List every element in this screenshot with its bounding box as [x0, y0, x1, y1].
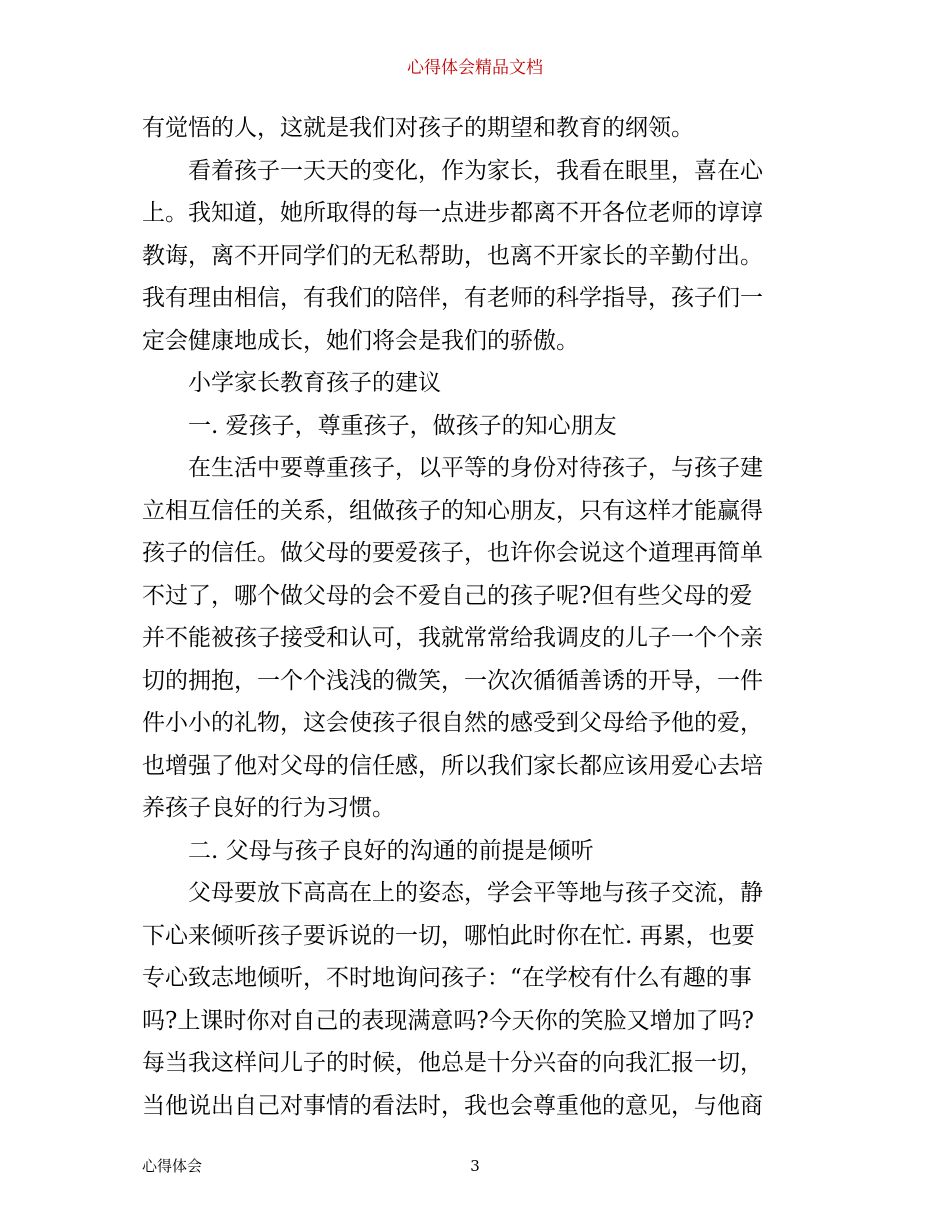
text-line: 一. 爱孩子，尊重孩子，做孩子的知心朋友	[188, 412, 617, 439]
page-number: 3	[470, 1157, 480, 1175]
text-line: 定会健康地成长，她们将会是我们的骄傲。	[142, 327, 579, 354]
page-footer-label: 心得体会	[142, 1157, 203, 1175]
page-header-title: 心得体会精品文档	[407, 58, 543, 78]
text-line: 不过了，哪个做父母的会不爱自己的孩子呢?但有些父母的爱	[142, 582, 753, 609]
text-line: 并不能被孩子接受和认可，我就常常给我调皮的儿子一个个亲	[142, 625, 763, 651]
text-line: 件小小的礼物，这会使孩子很自然的感受到父母给予他的爱，	[142, 710, 763, 736]
text-line: 在生活中要尊重孩子，以平等的身份对待孩子，与孩子建	[188, 455, 763, 481]
text-line: 每当我这样问儿子的时候，他总是十分兴奋的向我汇报一切，	[142, 1050, 763, 1076]
text-line: 看着孩子一天天的变化，作为家长，我看在眼里，喜在心	[188, 157, 763, 184]
text-line: 吗?上课时你对自己的表现满意吗?今天你的笑脸又增加了吗?	[142, 1007, 754, 1034]
document-body	[142, 107, 814, 1127]
text-line: 立相互信任的关系，组做孩子的知心朋友，只有这样才能赢得	[142, 497, 763, 524]
text-line: 也增强了他对父母的信任感，所以我们家长都应该用爱心去培	[142, 752, 763, 779]
text-line: 当他说出自己对事情的看法时，我也会尊重他的意见，与他商	[142, 1092, 763, 1119]
text-line: 教诲，离不开同学们的无私帮助，也离不开家长的辛勤付出。	[142, 242, 763, 269]
text-line: 专心致志地倾听，不时地询问孩子：“在学校有什么有趣的事	[142, 965, 752, 991]
text-line: 小学家长教育孩子的建议	[188, 370, 441, 396]
text-line: 父母要放下高高在上的姿态，学会平等地与孩子交流，静	[188, 880, 763, 906]
text-line: 孩子的信任。做父母的要爱孩子，也许你会说这个道理再简单	[142, 540, 763, 566]
text-line: 我有理由相信，有我们的陪伴，有老师的科学指导，孩子们一	[142, 285, 763, 311]
text-line: 二. 父母与孩子良好的沟通的前提是倾听	[188, 837, 594, 864]
text-line: 有觉悟的人，这就是我们对孩子的期望和教育的纲领。	[142, 115, 694, 141]
text-line: 下心来倾听孩子要诉说的一切，哪怕此时你在忙. 再累，也要	[142, 922, 755, 949]
text-line: 上。我知道，她所取得的每一点进步都离不开各位老师的谆谆	[142, 200, 763, 226]
text-line: 养孩子良好的行为习惯。	[142, 795, 395, 821]
text-line: 切的拥抱，一个个浅浅的微笑，一次次循循善诱的开导，一件	[142, 667, 763, 694]
